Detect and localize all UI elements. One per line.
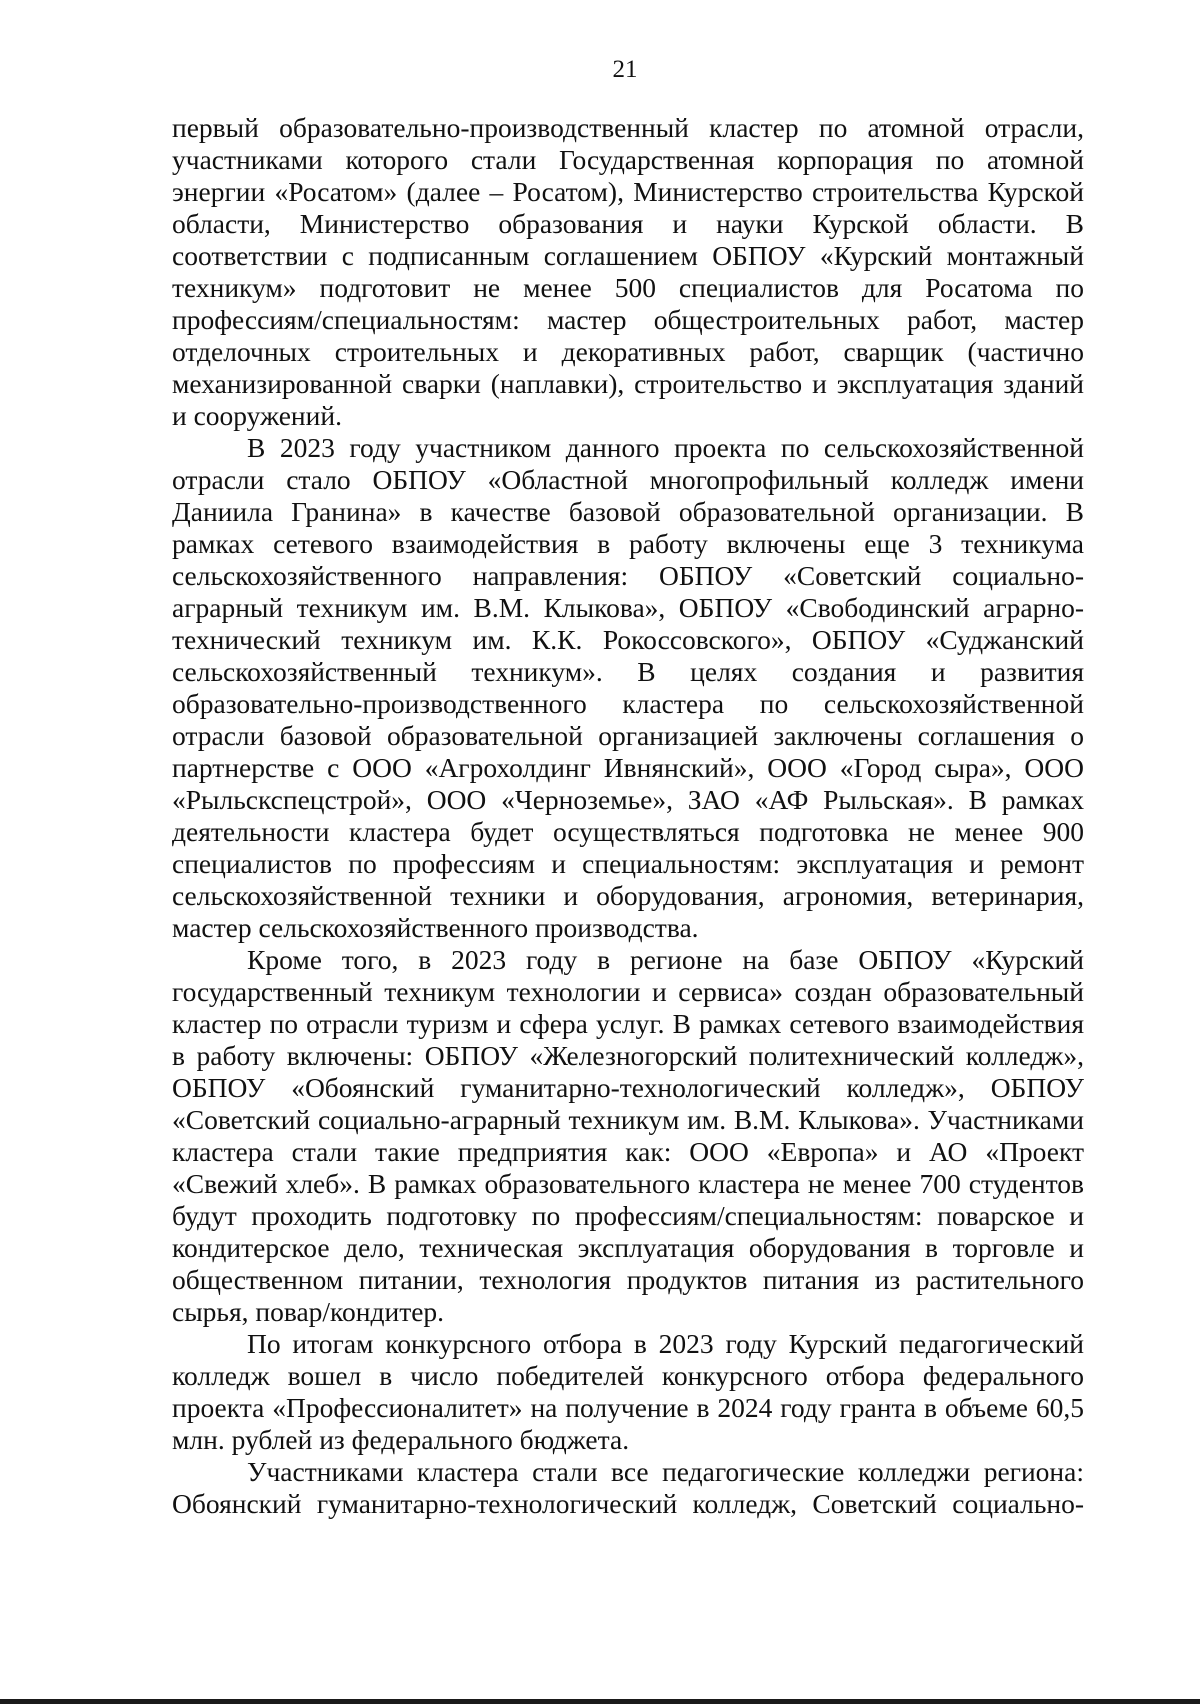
page-number: 21 bbox=[612, 56, 638, 83]
paragraph-pedagogical-cluster: Участниками кластера стали все педагогические колледжи региона: Обоянский гуманитарно-технологический колледж, Советский социально- bbox=[172, 1456, 1084, 1519]
scan-bottom-edge bbox=[0, 1699, 1200, 1704]
body-text bbox=[172, 112, 1084, 1520]
paragraph-tourism-cluster: Кроме того, в 2023 году в регионе на базе ОБПОУ «Курский государственный техникум технологии и сервиса» создан образовательный кластер по отрасли туризм и сфера услуг. В рамках сетевого взаимодействия в работу включены: ОБПОУ «Железногорский политехнический колледж», ОБПОУ «Обоянский гуманитарно-технологический колледж», ОБПОУ «Советский социально-аграрный техникум им. В.М. Клыкова». Участниками кластера стали такие предприятия как: ООО «Европа» и АО «Проект «Свежий хлеб». В рамках образовательного кластера не менее 700 студентов будут проходить подготовку по профессиям/специальностям: поварское и кондитерское дело, техническая эксплуатация оборудования в торговле и общественном питании, технология продуктов питания из растительного сырья, повар/кондитер. bbox=[172, 944, 1084, 1327]
paragraph-professionalitet-grant: По итогам конкурсного отбора в 2023 году Курский педагогический колледж вошел в число победителей конкурсного отбора федерального проекта «Профессионалитет» на получение в 2024 году гранта в объеме 60,5 млн. рублей из федерального бюджета. bbox=[172, 1328, 1084, 1455]
paragraph-atomic-cluster: первый образовательно-производственный кластер по атомной отрасли, участниками которого стали Государственная корпорация по атомной энергии «Росатом» (далее – Росатом), Министерство строительства Курской области, Министерство образования и науки Курской области. В соответствии с подписанным соглашением ОБПОУ «Курский монтажный техникум» подготовит не менее 500 специалистов для Росатома по профессиям/специальностям: мастер общестроительных работ, мастер отделочных строительных и декоративных работ, сварщик (частично механизированной сварки (наплавки), строительство и эксплуатация зданий и сооружений. bbox=[172, 112, 1084, 431]
paragraph-agricultural-cluster: В 2023 году участником данного проекта по сельскохозяйственной отрасли стало ОБПОУ «Областной многопрофильный колледж имени Даниила Гранина» в качестве базовой образовательной организации. В рамках сетевого взаимодействия в работу включены еще 3 техникума сельскохозяйственного направления: ОБПОУ «Советский социально-аграрный техникум им. В.М. Клыкова», ОБПОУ «Свободинский аграрно-технический техникум им. К.К. Рокоссовского», ОБПОУ «Суджанский сельскохозяйственный техникум». В целях создания и развития образовательно-производственного кластера по сельскохозяйственной отрасли базовой образовательной организацией заключены соглашения о партнерстве с ООО «Агрохолдинг Ивнянский», ООО «Город сыра», ООО «Рыльскспецстрой», ООО «Черноземье», ЗАО «АФ Рыльская». В рамках деятельности кластера будет осуществляться подготовка не менее 900 специалистов по профессиям и специальностям: эксплуатация и ремонт сельскохозяйственной техники и оборудования, агрономия, ветеринария, мастер сельскохозяйственного производства. bbox=[172, 432, 1084, 943]
